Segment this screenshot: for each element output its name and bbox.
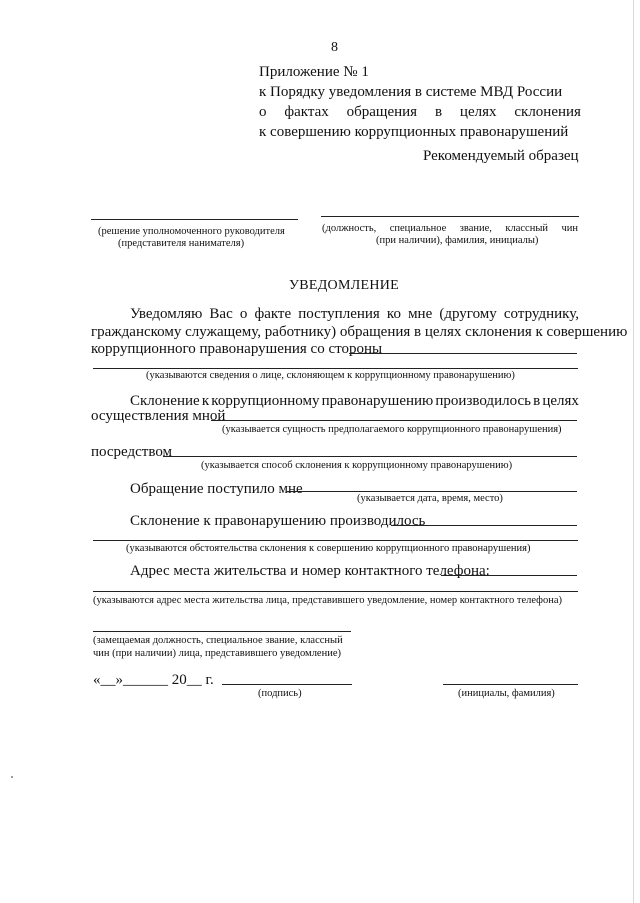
p5-hint: (указываются обстоятельства склонения к совершению коррупционного правонарушения) bbox=[126, 543, 531, 554]
word: Склонение bbox=[130, 393, 200, 409]
p5-label: Склонение к правонарушению производилось bbox=[130, 513, 426, 529]
word: склонения bbox=[514, 104, 581, 120]
word: о bbox=[259, 104, 267, 120]
signature-line bbox=[222, 684, 352, 685]
word: чин bbox=[561, 223, 578, 234]
word: классный bbox=[505, 223, 549, 234]
word: целях bbox=[542, 393, 579, 409]
header-left-line-2: (представителя нанимателя) bbox=[118, 238, 245, 249]
word: производилось bbox=[435, 393, 531, 409]
word: поступления bbox=[298, 306, 380, 322]
word: обращения bbox=[346, 104, 418, 120]
p4-hint: (указывается дата, время, место) bbox=[357, 493, 503, 504]
appendix-line-3 bbox=[259, 104, 581, 121]
scan-speck bbox=[11, 776, 13, 778]
word: факте bbox=[254, 306, 292, 322]
word: мне bbox=[408, 306, 433, 322]
p3-label: посредством bbox=[91, 444, 173, 460]
p1-line-2: гражданскому служащему, работнику) обращения в целях склонения к совершению bbox=[91, 324, 628, 340]
p1-line-3: коррупционного правонарушения со стороны bbox=[91, 341, 383, 357]
initials-line bbox=[443, 684, 578, 685]
word: фактах bbox=[284, 104, 329, 120]
word: о bbox=[239, 306, 248, 322]
p4-fill-line bbox=[287, 491, 577, 492]
header-right-line-2: (при наличии), фамилия, инициалы) bbox=[376, 235, 539, 246]
appendix-line-1: Приложение № 1 bbox=[259, 64, 369, 80]
word: к bbox=[201, 393, 210, 409]
p6-fill-line-2 bbox=[93, 591, 578, 592]
p6-hint: (указываются адрес места жительства лица, представившего уведомление, номер контактного телефона) bbox=[93, 595, 562, 606]
word: коррупционному bbox=[211, 393, 320, 409]
appendix-line-2: к Порядку уведомления в системе МВД России bbox=[259, 84, 563, 100]
initials-hint: (инициалы, фамилия) bbox=[458, 688, 555, 699]
position-fill-line bbox=[93, 631, 351, 632]
word: специальное bbox=[389, 223, 447, 234]
word: в bbox=[434, 104, 443, 120]
word: ко bbox=[386, 306, 401, 322]
p2-fill-line bbox=[211, 420, 577, 421]
header-left-line-1: (решение уполномоченного руководителя bbox=[98, 226, 285, 237]
p6-label: Адрес места жительства и номер контактного телефона: bbox=[130, 563, 490, 579]
p4-label: Обращение поступило мне bbox=[130, 481, 303, 497]
p2-line-2: осуществления мной bbox=[91, 408, 226, 424]
p1-hint: (указываются сведения о лице, склоняющем к коррупционному правонарушению) bbox=[146, 370, 515, 381]
p5-fill-line-2 bbox=[93, 540, 578, 541]
word: Вас bbox=[209, 306, 233, 322]
p3-fill-line bbox=[163, 456, 577, 457]
word: (другому bbox=[439, 306, 497, 322]
page-number: 8 bbox=[331, 40, 338, 55]
word: сотруднику, bbox=[503, 306, 579, 322]
document-title: УВЕДОМЛЕНИЕ bbox=[289, 278, 400, 293]
position-line bbox=[321, 216, 579, 217]
word: (должность, bbox=[322, 223, 377, 234]
p1-fill-line-2 bbox=[93, 368, 578, 369]
p5-fill-line bbox=[391, 525, 577, 526]
decision-line bbox=[91, 219, 298, 220]
word: целях bbox=[459, 104, 497, 120]
position-hint-line-2: чин (при наличии) лица, представившего уведомление) bbox=[93, 648, 341, 659]
date-line: «__»______ 20__ г. bbox=[93, 672, 214, 688]
header-right-line-1 bbox=[322, 223, 578, 235]
position-hint-line-1: (замещаемая должность, специальное звание, классный bbox=[93, 635, 343, 646]
appendix-line-4: к совершению коррупционных правонарушений bbox=[259, 124, 569, 140]
p1-fill-line bbox=[349, 353, 577, 354]
word: в bbox=[533, 393, 541, 409]
p6-fill-line bbox=[441, 575, 577, 576]
word: правонарушению bbox=[321, 393, 434, 409]
p3-hint: (указывается способ склонения к коррупционному правонарушению) bbox=[201, 460, 513, 471]
sample-label: Рекомендуемый образец bbox=[423, 148, 579, 164]
word: звание, bbox=[459, 223, 492, 234]
scan-edge bbox=[633, 0, 634, 903]
signature-hint: (подпись) bbox=[258, 688, 302, 699]
p1-line-1 bbox=[130, 306, 579, 323]
p2-hint: (указывается сущность предполагаемого коррупционного правонарушения) bbox=[222, 424, 562, 435]
word: Уведомляю bbox=[130, 306, 203, 322]
